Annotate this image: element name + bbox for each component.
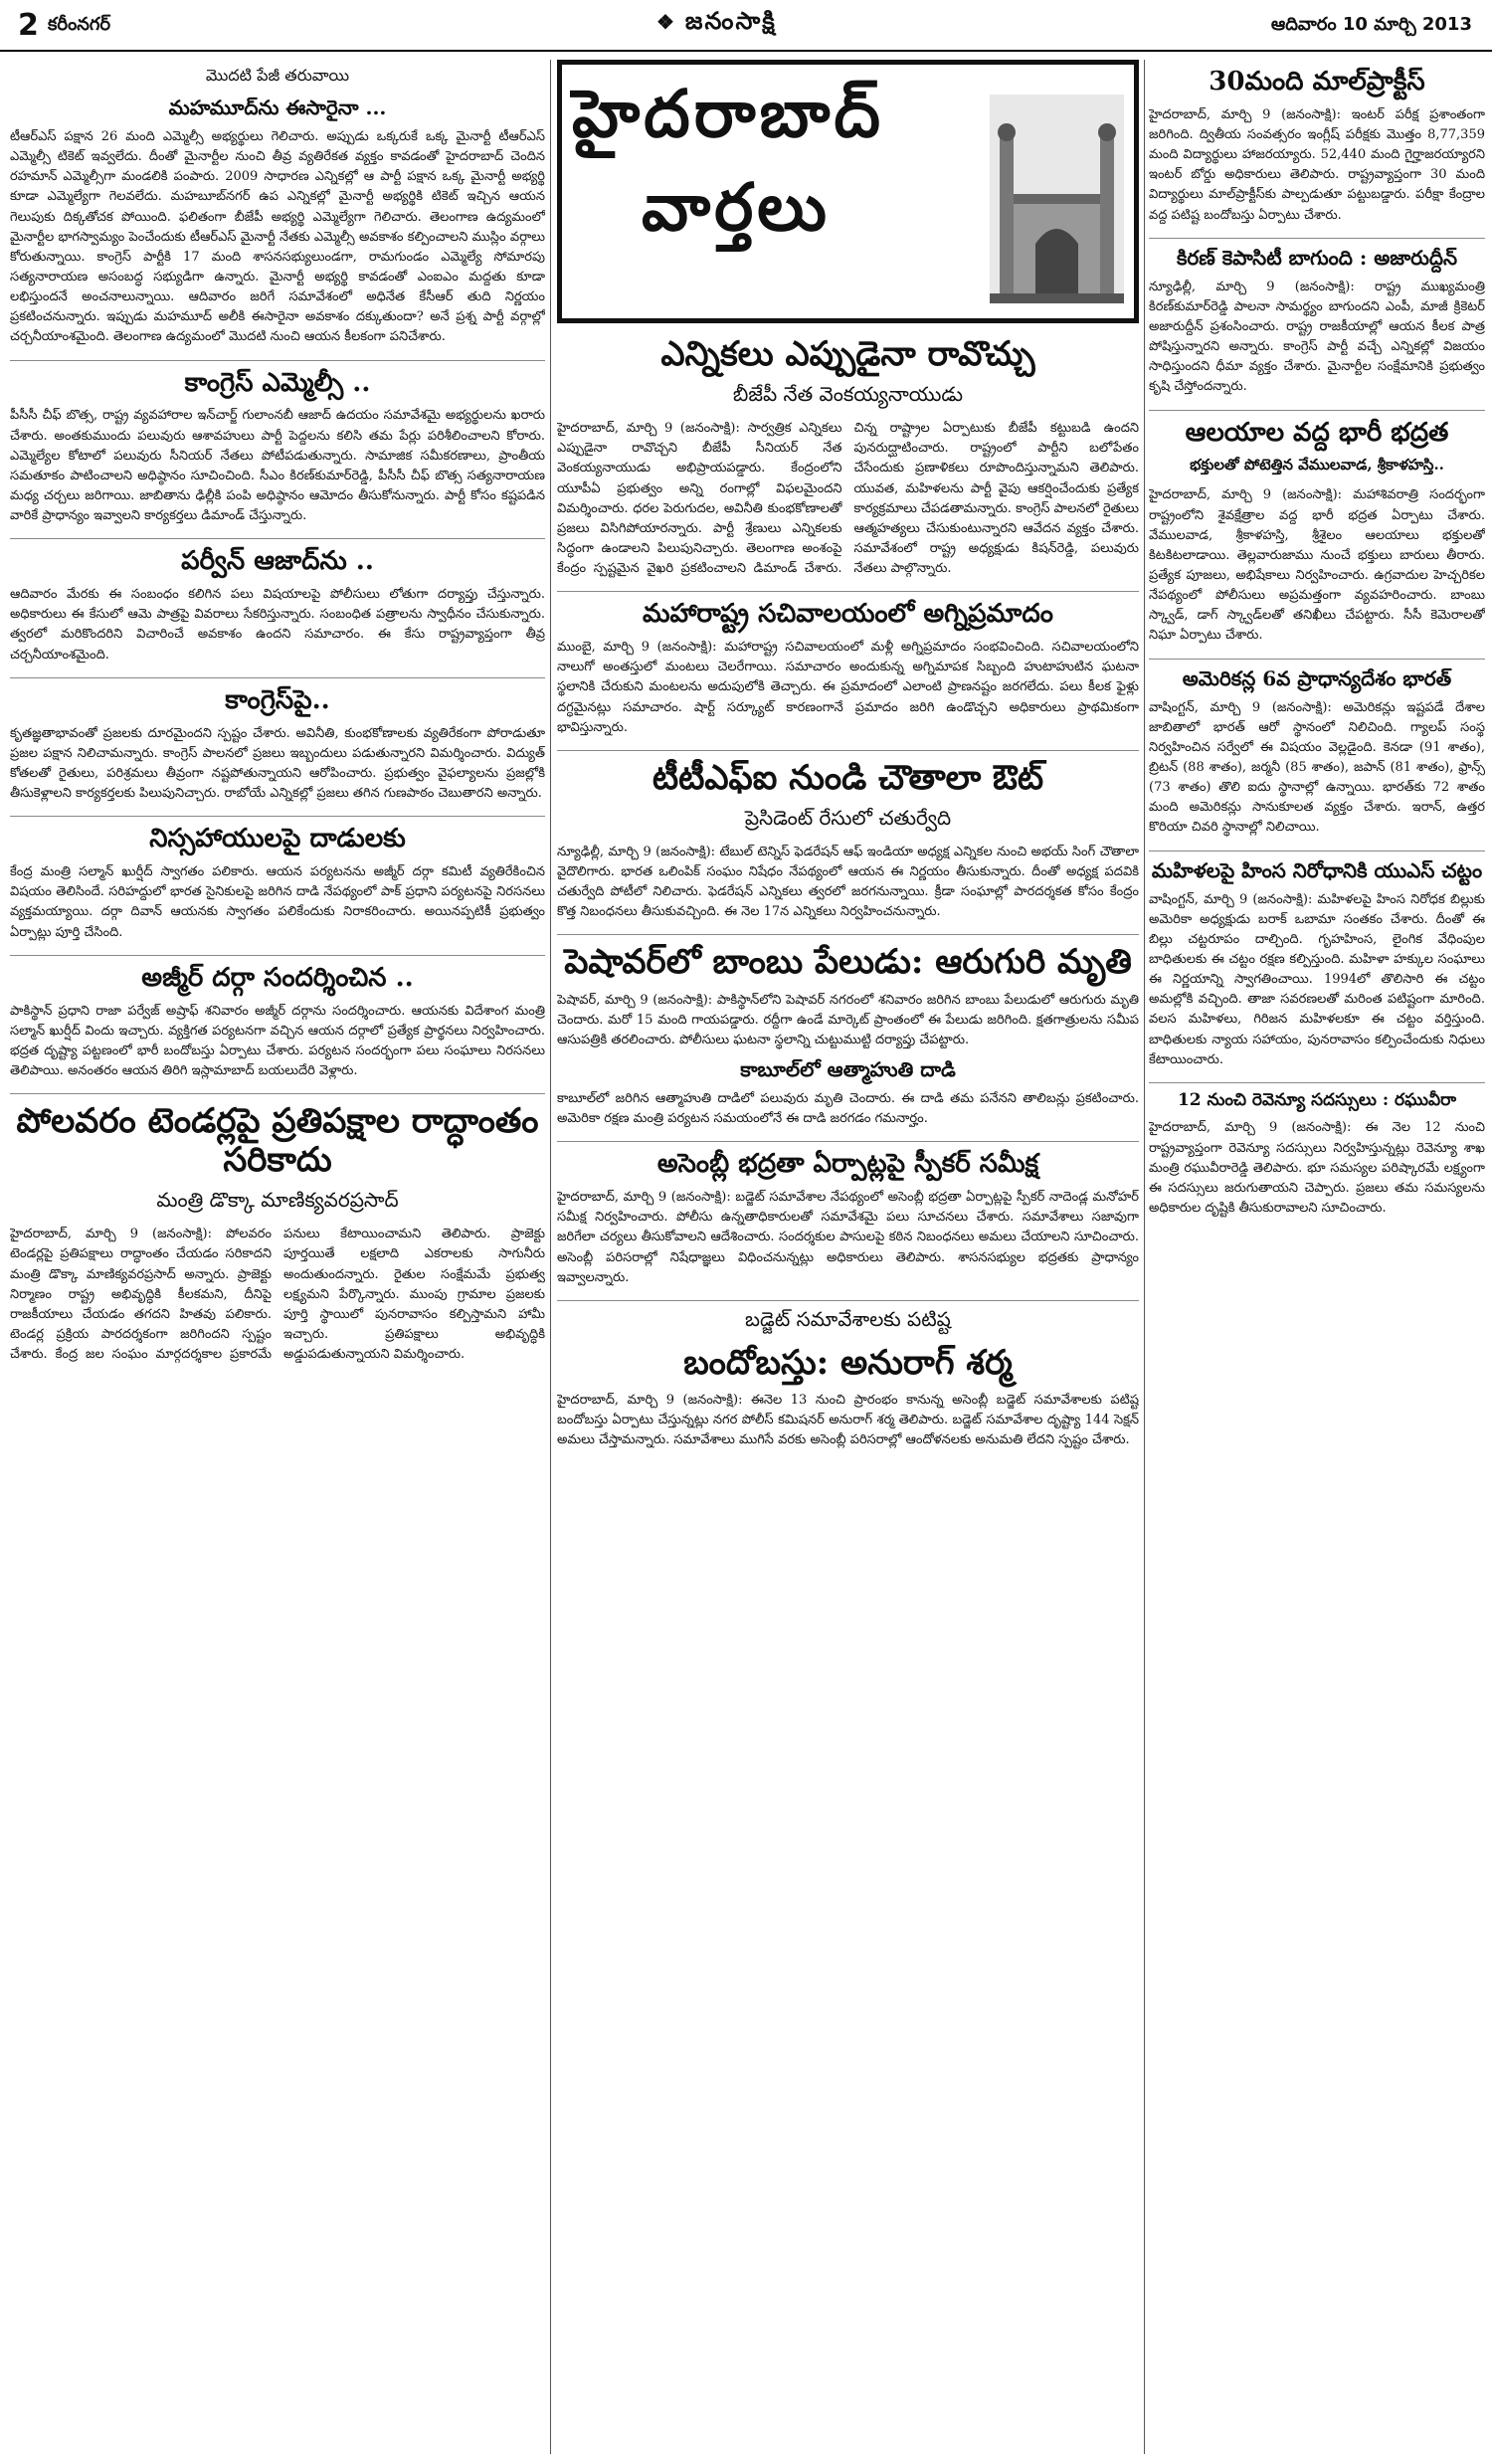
article-body: న్యూఢిల్లీ, మార్చి 9 (జనంసాక్షి): రాష్ట్ర ముఖ్యమంత్రి కిరణ్‌కుమార్‌రెడ్డి పాలనా సామర్థ్యం బాగుందని ఎంపీ, మాజీ క్రికెటర్ అజారుద్దీన్ ప్రశంసించారు. రాష్ట్ర రాజకీయాల్లో ఆయన కీలక పాత్ర పోషిస్తున్నారని అన్నారు. కాంగ్రెస్ పార్టీ వచ్చే ఎన్నికల్లో విజయం సాధిస్తుందని ధీమా వ్యక్తం చేశారు. మైనార్టీల సంక్షేమానికి ప్రభుత్వం కృషి చేస్తోందన్నారు.	[1149, 279, 1485, 395]
article-body: కాబూల్‌లో జరిగిన ఆత్మాహుతి దాడిలో పలువురు మృతి చెందారు. ఈ దాడి తమ పనేనని తాలిబన్లు ప్రకటించారు. అమెరికా రక్షణ మంత్రి పర్యటన సమయంలోనే ఈ దాడి జరగడం గమనార్హం.	[557, 1090, 1139, 1127]
headline: కాంగ్రెస్ ఎమ్మెల్సీ ..	[184, 367, 371, 398]
section-title	[572, 75, 990, 262]
article	[557, 335, 1139, 592]
charminar-photo	[990, 95, 1124, 303]
headline: మహమూద్‌ను ఈసారైనా ...	[168, 95, 387, 119]
subheadline: ప్రెసిడెంట్ రేసులో చతుర్వేది	[744, 805, 952, 830]
headline: 30మంది మాల్‌ప్రాక్టీస్	[1209, 67, 1425, 96]
headline: ఆలయాల వద్ద భారీ భద్రత	[1185, 417, 1449, 448]
logo-icon: ❖	[656, 10, 685, 34]
headline: టీటీఎఫ్ఐ నుండి చౌతాలా ఔట్	[652, 757, 1044, 798]
article-body: హైదరాబాద్, మార్చి 9 (జనంసాక్షి): బడ్జెట్ సమావేశాల నేపథ్యంలో అసెంబ్లీ భద్రతా ఏర్పాట్లపై స్పీకర్ నాదెండ్ల మనోహర్ సమీక్ష నిర్వహించారు. పోలీసు ఉన్నతాధికారులతో సమావేశమై పలు సూచనలు చేశారు. సమావేశాలు సజావుగా జరిగేలా చర్యలు తీసుకోవాలని ఆదేశించారు. సందర్శకుల పాసులపై కఠిన నిబంధనలు అమలు చేయాలని సూచించారు. అసెంబ్లీ పరిసరాల్లో నిషేధాజ్ఞలు విధించనున్నట్లు అధికారులు తెలిపారు. శాసనసభ్యుల భద్రతకు ప్రాధాన్యం ఇవ్వాలన్నారు.	[557, 1190, 1139, 1285]
article	[1149, 68, 1485, 239]
article-body: హైదరాబాద్, మార్చి 9 (జనంసాక్షి): మహాశివరాత్రి సందర్భంగా రాష్ట్రంలోని శైవక్షేత్రాల వద్ద భారీ భద్రత ఏర్పాటు చేశారు. వేములవాడ, శ్రీకాళహస్తి, శ్రీశైలం ఆలయాలు భక్తులతో కిటకిటలాడాయి. తెల్లవారుజాము నుంచే భక్తులు బారులు తీరారు. ప్రత్యేక పూజలు, అభిషేకాలు నిర్వహించారు. ఉగ్రవాదుల హెచ్చరికల నేపథ్యంలో పోలీసులు అప్రమత్తంగా వ్యవహరించారు. బాంబు స్క్వాడ్, డాగ్ స్క్వాడ్‌లతో తనిఖీలు చేపట్టారు. సీసీ కెమెరాలతో నిఘా ఏర్పాటు చేశారు.	[1149, 487, 1485, 644]
article-body: కృతజ్ఞతాభావంతో ప్రజలకు దూరమైందని స్పష్టం చేశారు. అవినీతి, కుంభకోణాలకు వ్యతిరేకంగా పోరాడుతూ ప్రజల పక్షాన నిలిచామన్నారు. కాంగ్రెస్ పాలనలో ప్రజలు ఇబ్బందులు పడుతున్నారని విమర్శించారు. విద్యుత్ కోతలతో రైతులు, పరిశ్రమలు తీవ్రంగా నష్టపోతున్నాయని ఆరోపించారు. ప్రభుత్వం వైఫల్యాలను ప్రజల్లోకి తీసుకెళ్లాలని కార్యకర్తలకు పిలుపునిచ్చారు. రాబోయే ఎన్నికల్లో ప్రజలు తగిన గుణపాఠం చెబుతారని అన్నారు.	[10, 725, 545, 802]
headline: 12 నుంచి రెవెన్యూ సదస్సులు : రఘువీరా	[1177, 1089, 1457, 1110]
headline: మహారాష్ట్ర సచివాలయంలో అగ్నిప్రమాదం	[643, 599, 1053, 630]
article	[10, 964, 545, 1094]
section-title-line: వార్తలు	[642, 168, 831, 246]
article-body: హైదరాబాద్, మార్చి 9 (జనంసాక్షి): ఈ నెల 12 నుంచి రాష్ట్రవ్యాప్తంగా రెవెన్యూ సదస్సులు నిర్వహిస్తున్నట్లు రెవెన్యూ శాఖ మంత్రి రఘువీరారెడ్డి తెలిపారు. భూ సమస్యల పరిష్కారమే లక్ష్యంగా ఈ సదస్సులు జరుగుతాయని చెప్పారు. ప్రజలు తమ సమస్యలను అధికారుల దృష్టికి తీసుకురావాలని సూచించారు.	[1149, 1120, 1485, 1216]
headline: కాంగ్రెస్‌పై..	[225, 684, 330, 715]
section-title-line: హైదరాబాద్	[572, 75, 884, 152]
subheadline: భక్తులతో పోటెత్తిన వేములవాడ, శ్రీకాళహస్తి..	[1190, 456, 1444, 474]
article-body: హైదరాబాద్, మార్చి 9 (జనంసాక్షి): ఈనెల 13 నుంచి ప్రారంభం కానున్న అసెంబ్లీ బడ్జెట్ సమావేశాలకు పటిష్ట బందోబస్తు ఏర్పాటు చేస్తున్నట్లు నగర పోలీస్ కమిషనర్ అనురాగ్ శర్మ తెలిపారు. బడ్జెట్ సమావేశాల దృష్ట్యా 144 సెక్షన్ అమలు చేస్తామన్నారు. సమావేశాలు ముగిసే వరకు అసెంబ్లీ పరిసరాల్లో ఆందోళనలకు అనుమతి లేదని స్పష్టం చేశారు.	[557, 1392, 1139, 1448]
column-center	[557, 60, 1139, 2454]
article-body: టీఆర్‌ఎస్ పక్షాన 26 మంది ఎమ్మెల్సీ అభ్యర్థులు గెలిచారు. అప్పుడు ఒక్కరుకే ఒక్క మైనార్టీ టీఆర్ఎస్ ఎమ్మెల్సీ టికెట్ ఇవ్వలేదు. దీంతో మైనార్టీల నుంచి తీవ్ర వ్యతిరేకత వ్యక్తం కావడంతో హైదరాబాద్ చెందిన రహమాన్ ఎమ్మెల్సీగా మండలికి పంపారు. 2009 సాధారణ ఎన్నికల్లో ఆ పార్టీ పక్షాన ఒక్క మైనార్టీ అభ్యర్థి కూడా ఎమ్మెల్యేగా గెలవలేదు. మహబూబ్‌నగర్ ఉప ఎన్నికల్లో మైనార్టీ అభ్యర్థికి టికెట్ ఇచ్చిన ఆయన గెలుపుకు దిక్కతోచక పోయింది. ఫలితంగా బీజేపీ అభ్యర్థి ఎమ్మెల్యేగా గెలిచారు. తెలంగాణ ఉద్యమంలో మైనార్టీల భాగస్వామ్యం పెంచేందుకు టీఆర్ఎస్ మైనార్టీ నేతకు ఎమ్మెల్సీ అవకాశం కల్పించాలని ముస్లిం వర్గాలు కోరుతున్నాయి. కాంగ్రెస్ పార్టీకి 17 మంది శాసనసభ్యులుండగా, రామగుండం ఎమ్మెల్యే సోమారపు సత్యనారాయణ అసంబద్ధ సభ్యుడిగా ఉన్నారు. మైనార్టీ అభ్యర్థి కావడంతో ఎంఐఎం మద్దతు కూడా లభిస్తుందనే అంచనాలున్నాయి. ఆదివారం జరిగే సమావేశంలో అధినేత కేసీఆర్ తుది నిర్ణయం ప్రకటించనున్నారు. ఇప్పుడు మహమూద్ అలీకి ఈసారైనా అవకాశం దక్కుతుందా? అనే ప్రశ్న పార్టీ వర్గాల్లో చర్చనీయాంశమైంది. తెలంగాణ ఉద్యమంలో మొదటి నుంచి ఆయన కీలకంగా పనిచేశారు.	[10, 129, 545, 345]
article-body: పెషావర్, మార్చి 9 (జనంసాక్షి): పాకిస్థాన్‌లోని పెషావర్ నగరంలో శనివారం జరిగిన బాంబు పేలుడులో ఆరుగురు మృతి చెందారు. మరో 15 మంది గాయపడ్డారు. రద్దీగా ఉండే మార్కెట్ ప్రాంతంలో ఈ పేలుడు జరిగింది. క్షతగాత్రులను సమీప ఆసుపత్రికి తరలించారు. పోలీసులు ఘటనా స్థలాన్ని చుట్టుముట్టి దర్యాప్తు చేపట్టారు.	[557, 992, 1139, 1047]
article	[557, 759, 1139, 936]
headline: అజ్మీర్ దర్గా సందర్శించిన ..	[141, 962, 414, 993]
subheadline: మంత్రి డొక్కా మాణిక్యవరప్రసాద్	[156, 1188, 399, 1213]
headline: అమెరికన్ల 6వ ప్రాధాన్యదేశం భారత్	[1182, 665, 1452, 690]
page-number: 2	[18, 8, 39, 43]
inline-headline: కాబూల్‌లో ఆత్మాహుతి దాడి	[740, 1056, 956, 1081]
article-body: హైదరాబాద్, మార్చి 9 (జనంసాక్షి): ఇంటర్ పరీక్ష ప్రశాంతంగా జరిగింది. ద్వితీయ సంవత్సరం ఇంగ్లీష్ పరీక్షకు మొత్తం 8,77,359 మంది విద్యార్థులు హాజరయ్యారు. 52,440 మంది గైర్హాజరయ్యారని ఇంటర్ బోర్డు అధికారులు తెలిపారు. రాష్ట్రవ్యాప్తంగా 30 మంది విద్యార్థులు మాల్‌ప్రాక్టీస్‌కు పాల్పడుతూ పట్టుబడ్డారు. పరీక్షా కేంద్రాల వద్ద పటిష్ట బందోబస్తు ఏర్పాటు చేశారు.	[1149, 106, 1485, 223]
article	[557, 1150, 1139, 1301]
article-body: పీసీసీ చీఫ్ బొత్స, రాష్ట్ర వ్యవహారాల ఇన్‌చార్జ్ గులాంనబీ ఆజాద్ ఉదయం సమావేశమై అభ్యర్థులను ఖరారు చేశారు. అంతకుముందు పలువురు ఆశావహులు పార్టీ పెద్దలను కలిసి తమ పేర్లు పరిశీలించాలని కోరారు. ఎమ్మెల్యేల కోటాలో పలువురు సీనియర్ నేతలు పోటీపడుతున్నారు. సామాజిక సమీకరణాలు, ప్రాంతీయ సమతూకం పాటించాలని అధిష్ఠానం సూచించింది. సీఎం కిరణ్‌కుమార్‌రెడ్డి, పీసీసీ చీఫ్ బొత్స సత్యనారాయణ మధ్య చర్చలు జరిగాయి. జాబితాను ఢిల్లీకి పంపి అధిష్ఠానం ఆమోదం తీసుకోనున్నారు. పార్టీ కోసం కష్టపడిన వారికే ప్రాధాన్యం ఇవ్వాలని కార్యకర్తలు డిమాండ్ చేస్తున్నారు.	[10, 408, 545, 524]
brand-name: జనంసాక్షి	[684, 6, 777, 35]
article-body: వాషింగ్టన్, మార్చి 9 (జనంసాక్షి): మహిళలపై హింస నిరోధక బిల్లుకు అమెరికా అధ్యక్షుడు బరాక్ ఒబామా సంతకం చేశారు. దీంతో ఈ బిల్లు చట్టరూపం దాల్చింది. గృహహింస, లైంగిక వేధింపుల బాధితులకు ఈ చట్టం రక్షణ కల్పిస్తుంది. మహిళా హక్కుల సంఘాలు ఈ నిర్ణయాన్ని స్వాగతించాయి. 1994లో తొలిసారి ఈ చట్టం అమల్లోకి వచ్చింది. తాజా సవరణలతో మరింత పటిష్టంగా మారింది. వలస మహిళలు, గిరిజన మహిళలకూ ఈ చట్టం వర్తిస్తుంది. బాధితులకు న్యాయ సహాయం, పునరావాసం కల్పించేందుకు నిధులు కేటాయించారు.	[1149, 891, 1485, 1067]
article	[557, 600, 1139, 751]
article-body: ఆదివారం మేరకు ఈ సంబంధం కలిగిన పలు విషయాలపై పోలీసులు లోతుగా దర్యాప్తు చేస్తున్నారు. అధికారులు ఈ కేసులో ఆమె పాత్రపై వివరాలు సేకరిస్తున్నారు. సంబంధిత పత్రాలను స్వాధీనం చేసుకున్నారు. త్వరలో మరికొందరిని విచారించే అవకాశం ఉందని సమాచారం. ఈ కేసు రాష్ట్రవ్యాప్తంగా తీవ్ర చర్చనీయాంశమైంది.	[10, 587, 545, 663]
subheadline: బీజేపీ నేత వెంకయ్యనాయుడు	[732, 382, 964, 407]
masthead	[0, 0, 1492, 52]
article	[10, 825, 545, 955]
article	[1149, 247, 1485, 411]
article	[557, 1307, 1139, 1451]
headline: మహిళలపై హింస నిరోధానికి యుఎస్ చట్టం	[1151, 857, 1483, 882]
article-body: ముంబై, మార్చి 9 (జనంసాక్షి): మహారాష్ట్ర సచివాలయంలో మళ్లీ అగ్నిప్రమాదం సంభవించింది. సచివాలయంలోని నాలుగో అంతస్తులో మంటలు చెలరేగాయి. సమాచారం అందుకున్న అగ్నిమాపక సిబ్బంది హుటాహుటిన ఘటనా స్థలానికి చేరుకుని మంటలను అదుపులోకి తెచ్చారు. ఈ ప్రమాదంలో ఎలాంటి ప్రాణనష్టం జరగలేదు. పలు కీలక ఫైళ్లు దగ్ధమైనట్లు సమాచారం. షార్ట్ సర్క్యూట్ కారణంగానే ప్రమాదం జరిగి ఉండొచ్చని అధికారులు ప్రాథమికంగా భావిస్తున్నారు.	[557, 640, 1139, 735]
headline: బందోబస్తు: అనురాగ్ శర్మ	[683, 1342, 1013, 1383]
article	[10, 686, 545, 817]
article-body: న్యూఢిల్లీ, మార్చి 9 (జనంసాక్షి): టేబుల్ టెన్నిస్ ఫెడరేషన్ ఆఫ్ ఇండియా అధ్యక్ష ఎన్నికల నుంచి అభయ్ సింగ్ చౌతాలా వైదొలిగారు. భారత ఒలింపిక్ సంఘం నిషేధం నేపథ్యంలో ఆయన ఈ నిర్ణయం తీసుకున్నారు. దీంతో అధ్యక్ష పదవికి చతుర్వేది పోటీలో నిలిచారు. ఫెడరేషన్ ఎన్నికలు త్వరలో జరగనున్నాయి. క్రీడా సంఘాల్లో పారదర్శకత కోసం కేంద్రం కొత్త నిబంధనలు తీసుకువచ్చింది. ఈ నెల 17న ఎన్నికలు నిర్వహించనున్నారు.	[557, 844, 1139, 920]
brand-logo	[656, 6, 777, 41]
article-body: వాషింగ్టన్, మార్చి 9 (జనంసాక్షి): అమెరికన్లు ఇష్టపడే దేశాల జాబితాలో భారత్ ఆరో స్థానంలో నిలిచింది. గ్యాలప్ సంస్థ నిర్వహించిన సర్వేలో ఈ విషయం వెల్లడైంది. కెనడా (91 శాతం), బ్రిటన్ (88 శాతం), జర్మనీ (85 శాతం), జపాన్ (81 శాతం), ఫ్రాన్స్ (73 శాతం) తొలి ఐదు స్థానాల్లో ఉన్నాయి. భారత్‌కు 72 శాతం మంది అమెరికన్లు సానుకూలత వ్యక్తం చేశారు. ఇరాన్, ఉత్తర కొరియా చివరి స్థానాల్లో నిలిచాయి.	[1149, 699, 1485, 836]
column-divider	[550, 60, 551, 2454]
article	[10, 369, 545, 540]
column-left	[10, 60, 545, 2454]
section-title-box	[557, 60, 1139, 323]
article	[557, 943, 1139, 1142]
article	[1149, 667, 1485, 852]
article-body: పాకిస్థాన్ ప్రధాని రాజా పర్వేజ్ అష్రాఫ్ శనివారం అజ్మీర్ దర్గాను సందర్శించారు. ఆయనకు విదేశాంగ మంత్రి సల్మాన్ ఖుర్షీద్ విందు ఇచ్చారు. వ్యక్తిగత పర్యటనగా వచ్చిన ఆయన దర్గాలో ప్రత్యేక ప్రార్థనలు నిర్వహించారు. భద్రత దృష్ట్యా పట్టణంలో భారీ బందోబస్తు ఏర్పాటు చేశారు. పర్యటన సందర్భంగా పలు సంఘాలు నిరసనలు తెలిపాయి. అనంతరం ఆయన తిరిగి ఇస్లామాబాద్ బయలుదేరి వెళ్లారు.	[10, 1003, 545, 1078]
headline: కిరణ్ కెపాసిటీ బాగుంది : అజారుద్దీన్	[1176, 245, 1458, 270]
article	[10, 1102, 545, 1365]
kicker: బడ్జెట్ సమావేశాలకు పటిష్ట	[745, 1306, 951, 1331]
column-divider	[1144, 60, 1145, 2454]
headline: పోలవరం టెండర్లపై ప్రతిపక్షాల రాద్ధాంతం సరికాదు	[16, 1101, 539, 1181]
kicker: మొదటి పేజీ తరువాయి	[205, 66, 350, 85]
article	[1149, 419, 1485, 660]
headline: పెషావర్‌లో బాంబు పేలుడు: ఆరుగురి మృతి	[564, 942, 1132, 983]
article	[1149, 859, 1485, 1083]
headline: నిస్సహాయులపై దాడులకు	[149, 824, 406, 854]
column-right	[1149, 60, 1485, 2454]
article-body: కేంద్ర మంత్రి సల్మాన్ ఖుర్షీద్ స్వాగతం పలికారు. ఆయన పర్యటనను అజ్మీర్ దర్గా కమిటీ వ్యతిరేకించిన విషయం తెలిసిందే. సరిహద్దులో భారత సైనికులపై జరిగిన దాడి నేపథ్యంలో పాక్ ప్రధాని పర్యటనపై నిరసనలు వ్యక్తమయ్యాయి. దర్గా దివాన్ ఆయనకు స్వాగతం పలికేందుకు నిరాకరించారు. అయినప్పటికీ ప్రభుత్వం ఏర్పాట్లు పూర్తి చేసింది.	[10, 864, 545, 940]
article	[1149, 1091, 1485, 1219]
headline: అసెంబ్లీ భద్రతా ఏర్పాట్లపై స్పీకర్ సమీక్ష	[656, 1149, 1039, 1180]
headline: పర్వీన్ ఆజాద్‌ను ..	[181, 546, 374, 577]
district-label: కరీంనగర్	[48, 14, 110, 35]
headline: ఎన్నికలు ఎప్పుడైనా రావొచ్చు	[660, 334, 1035, 374]
edition-date: ఆదివారం 10 మార్చి 2013	[1270, 14, 1472, 35]
article	[10, 547, 545, 677]
article-body: హైదరాబాద్, మార్చి 9 (జనంసాక్షి): సార్వత్రిక ఎన్నికలు ఎప్పుడైనా రావొచ్చని బీజేపీ సీనియర్ నేత వెంకయ్యనాయుడు అభిప్రాయపడ్డారు. కేంద్రంలోని యూపీఏ ప్రభుత్వం అన్ని రంగాల్లో విఫలమైందని విమర్శించారు. ధరల పెరుగుదల, అవినీతి కుంభకోణాలతో ప్రజలు విసిగిపోయారన్నారు. పార్టీ శ్రేణులు ఎన్నికలకు సిద్ధంగా ఉండాలని పిలుపునిచ్చారు. తెలంగాణ అంశంపై కేంద్రం స్పష్టమైన వైఖరి ప్రకటించాలని డిమాండ్ చేశారు. చిన్న రాష్ట్రాల ఏర్పాటుకు బీజేపీ కట్టుబడి ఉందని పునరుద్ఘాటించారు. రాష్ట్రంలో పార్టీని బలోపేతం చేసేందుకు ప్రణాళికలు రూపొందిస్తున్నామని తెలిపారు. యువత, మహిళలను పార్టీ వైపు ఆకర్షించేందుకు ప్రత్యేక కార్యక్రమాలు చేపడతామన్నారు. కాంగ్రెస్ పాలనలో రైతులు ఆత్మహత్యలు చేసుకుంటున్నారని ఆవేదన వ్యక్తం చేశారు. సమావేశంలో రాష్ట్ర అధ్యక్షుడు కిషన్‌రెడ్డి, పలువురు నేతలు పాల్గొన్నారు.	[557, 421, 1139, 577]
article-body: హైదరాబాద్, మార్చి 9 (జనంసాక్షి): పోలవరం టెండర్లపై ప్రతిపక్షాలు రాద్ధాంతం చేయడం సరికాదని మంత్రి డొక్కా మాణిక్యవరప్రసాద్ అన్నారు. ప్రాజెక్టు నిర్మాణం రాష్ట్ర అభివృద్ధికి కీలకమని, దీనిపై రాజకీయాలు చేయడం తగదని హితవు పలికారు. టెండర్ల ప్రక్రియ పారదర్శకంగా జరిగిందని స్పష్టం చేశారు. కేంద్ర జల సంఘం మార్గదర్శకాల ప్రకారమే పనులు కేటాయించామని తెలిపారు. ప్రాజెక్టు పూర్తయితే లక్షలాది ఎకరాలకు సాగునీరు అందుతుందన్నారు. రైతుల సంక్షేమమే ప్రభుత్వ లక్ష్యమని పేర్కొన్నారు. ముంపు గ్రామాల ప్రజలకు పూర్తి స్థాయిలో పునరావాసం కల్పిస్తామని హామీ ఇచ్చారు. ప్రతిపక్షాలు అభివృద్ధికి అడ్డుపడుతున్నాయని విమర్శించారు.	[10, 1227, 545, 1363]
article	[10, 96, 545, 361]
